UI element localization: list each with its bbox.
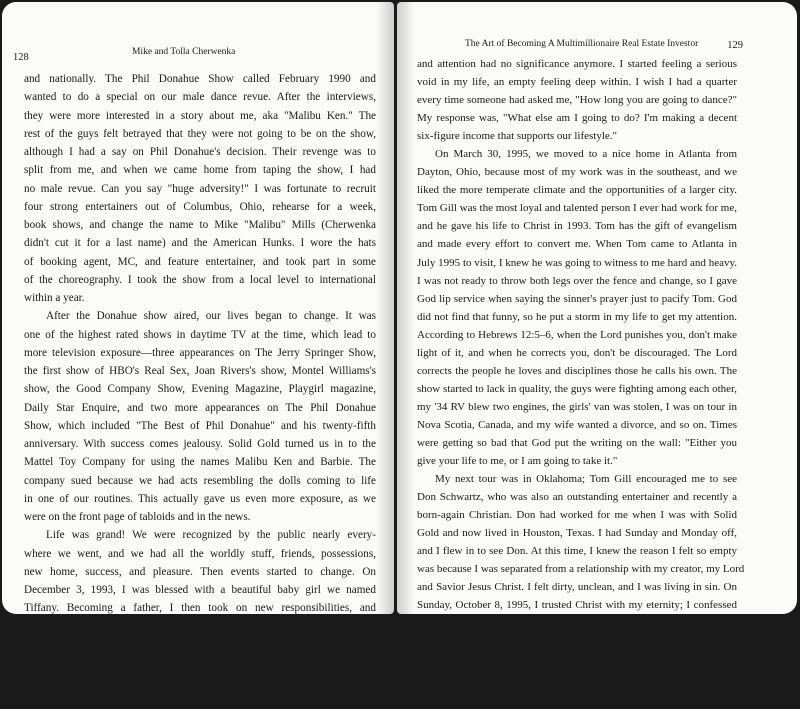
right-running-head: The Art of Becoming A Multimillionaire Real Estate Investor bbox=[465, 39, 699, 49]
text-line: My response was, "What else am I going to do? I'm making a decent bbox=[417, 112, 737, 125]
text-line: three out of four weeks of the month, and when I was home, I spent ten bbox=[24, 657, 376, 669]
text-line: Tiffany. Becoming a father, I then took on new responsibilities, and bbox=[24, 602, 376, 615]
text-line: Mattel Toy Company for using the names Malibu Ken and Barbie. The bbox=[24, 456, 376, 469]
text-line: void in my life, an empty feeling deep within. I wish I had a quarter bbox=[417, 76, 737, 89]
text-line: one of the highest rated shows in daytime TV at the time, which lead to bbox=[24, 328, 376, 341]
text-line: was because I was separated from a relationship with my creator, my Lord bbox=[417, 563, 745, 576]
text-line: ing his son to die for my sin debt. "For all have sinned and fall short of bbox=[417, 635, 737, 648]
text-line: light of it, and when he corrects you, don't be discouraged. The Lord bbox=[417, 346, 737, 359]
text-line: According to Hebrews 12:5–6, when the Lord punishes you, don't make bbox=[417, 328, 737, 341]
text-line: My next tour was in Oklahoma; Tom Gill encouraged me to see bbox=[435, 473, 737, 486]
text-line: although I had a say on Phil Donahue's decision. Their revenge was to bbox=[24, 146, 376, 158]
text-line: rest of the guys felt betrayed that they were not going to be on the show, bbox=[24, 127, 376, 140]
text-line: but that's about it. What I did for a living was a business, and the fame bbox=[24, 693, 376, 706]
text-line: more television exposure—three appearances on The Jerry Springer Show, bbox=[24, 346, 376, 359]
text-line: July 1995 to visit, I knew he was going to witness to me hard and heavy. bbox=[417, 256, 737, 269]
text-line: Daily Star Enquire, and two more appearances on The Phil Donahue bbox=[24, 401, 376, 414]
left-page-gutter-shadow bbox=[376, 2, 394, 614]
text-line: Nova Scotia, Canada, and my wife wanted a divorce, and so on. Times bbox=[417, 418, 737, 431]
text-line: Don Schwartz, who was also an outstanding entertainer and recently a bbox=[417, 491, 737, 504]
text-line: give your life to me, or I am going to take it." bbox=[417, 455, 618, 468]
text-line: Sunday, October 8, 1995, I trusted Christ with my eternity; I confessed bbox=[417, 599, 737, 612]
text-line: didn't cut it for a last name) and the American Hunks. I wore the hats bbox=[24, 237, 376, 250]
text-line: did not find that funny, so he put a storm in my life to get my attention. bbox=[417, 310, 737, 323]
text-line: liked the more temperate climate and the opportunities of a larger city. bbox=[417, 184, 737, 197]
text-line: the first show of HBO's Real Sex, Joan Rivers's show, Montel Williams's bbox=[24, 365, 376, 377]
text-line: and he gave his life to Christ in 1993. Tom has the gift of evangelism bbox=[417, 220, 737, 233]
right-page bbox=[397, 2, 797, 666]
text-line: After the Donahue show aired, our lives began to change. It was bbox=[46, 310, 376, 323]
text-line: wanted to do a special on our male dance revue. After the interviews, bbox=[24, 91, 376, 104]
text-line: of the choreography. I took the show from a local level to international bbox=[24, 273, 376, 286]
text-line: On March 30, 1995, we moved to a nice home in Atlanta from bbox=[435, 148, 737, 161]
text-line: in parenting magazines. My schedule consisted of being out of town bbox=[24, 638, 376, 651]
text-line: no male revue. Can you say "huge adversity!" I was fortunate to recruit bbox=[24, 182, 376, 195]
text-line: Gold and now lived in Houston, Texas. I had Sunday and Monday off, bbox=[417, 527, 737, 540]
text-line: December 3, 1993, I was blessed with a beautiful baby girl we named bbox=[24, 584, 376, 596]
text-line: anniversary. With success comes jealousy. Solid Gold turned us in to the bbox=[24, 438, 376, 450]
text-line: book shows, and change the name to Mike "Malibu" Mills (Cherwenka bbox=[24, 219, 376, 231]
left-page-number: 128 bbox=[13, 52, 29, 63]
text-line: Dayton, Ohio, because most of my work was in the southeast, and we bbox=[417, 166, 737, 179]
text-line: Show, which included "The Best of Phil Donahue" and his twenty-fifth bbox=[24, 419, 376, 432]
text-line: and made every effort to convert me. When Tom came to Atlanta in bbox=[417, 238, 737, 251]
text-line: my '34 RV blew two engines, the girls' van was stolen, I was on tour in bbox=[417, 400, 737, 413]
text-line: corrects the people he loves and disciplines those he calls his own. The bbox=[417, 364, 737, 377]
left-page-body bbox=[24, 70, 376, 709]
text-line: every time someone had asked me, "How long you are going to dance?" bbox=[417, 94, 737, 107]
text-line: God lip service when saying the sinner's prayer just to pacify Tom. God bbox=[417, 292, 737, 305]
right-page-number: 129 bbox=[727, 40, 743, 51]
text-line: my outlook on life changed. I was not the model father you read about bbox=[24, 620, 376, 633]
text-line: hours a day in the office booking shows. I provided well for my family, bbox=[24, 675, 376, 688]
text-line: six-figure income that supports our lifestyle." bbox=[417, 130, 618, 143]
text-line: and nationally. The Phil Donahue Show called February 1990 and bbox=[24, 73, 376, 85]
text-line: the glory of God" (Romans 3:23). I wanted my life to now glorify my bbox=[417, 653, 737, 666]
left-running-head: Mike and Tolla Cherwenka bbox=[132, 47, 236, 57]
text-line: new home, success, and pleasure. Then events started to change. On bbox=[24, 565, 376, 578]
text-line: they were more interested in a story about me, aka "Malibu Ken." The bbox=[24, 109, 376, 122]
text-line: company sued because we had acts resembling the dolls coming to life bbox=[24, 474, 376, 487]
right-page-body bbox=[417, 55, 745, 669]
left-page bbox=[2, 2, 394, 706]
text-line: I was not ready to throw both legs over the fence and change, so I gave bbox=[417, 274, 737, 287]
text-line: that I was a lost sinner, asked for forgiveness, and thanked God for send- bbox=[417, 617, 738, 630]
text-line: Life was grand! We were recognized by the public nearly every- bbox=[46, 529, 376, 542]
text-line: were getting so bad that God put the writing on the wall: "Either you bbox=[417, 436, 737, 449]
text-line: born-again Christian. Don had worked for me when I was with Solid bbox=[417, 509, 737, 522]
text-line: show, the Good Company Show, Evening Magazine, Playgirl magazine, bbox=[24, 383, 376, 396]
text-line: and Savior Jesus Christ. I felt dirty, unclean, and I was living in sin. On bbox=[417, 581, 737, 594]
text-line: and I flew in to see Don. At this time, I knew the reason I felt so empty bbox=[417, 545, 737, 558]
text-line: show started to lack in quality, the guys were fighting among each other, bbox=[417, 382, 737, 395]
text-line: Tom Gill was the most loyal and talented person I ever had work for me, bbox=[417, 202, 737, 215]
text-line: within a year. bbox=[24, 292, 85, 304]
text-line: where we went, and we had all the worldly stuff, friends, possessions, bbox=[24, 547, 376, 560]
text-line: four strong entertainers out of Columbus, Ohio, rehearse for a week, bbox=[24, 200, 376, 213]
text-line: were on the front page of tabloids and in the news. bbox=[24, 511, 251, 523]
text-line: of booking agent, MC, and feature entertainer, and took part in some bbox=[24, 255, 376, 268]
right-page-gutter-shadow bbox=[397, 2, 415, 614]
text-line: and attention had no significance anymore. I started feeling a serious bbox=[417, 58, 737, 70]
text-line: in one of our routines. This actually gave us even more exposure, as we bbox=[24, 492, 376, 505]
text-line: split from me, and when we came home from taping the show, I had bbox=[24, 164, 376, 177]
